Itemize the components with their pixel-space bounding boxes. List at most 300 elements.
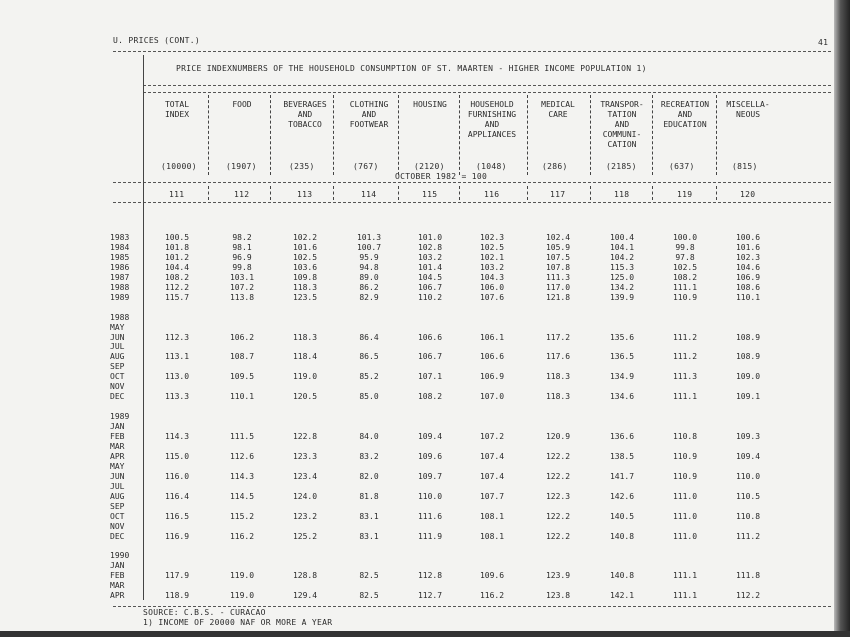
row-label: AUG <box>110 352 125 362</box>
cell-value: 116.0 <box>164 471 190 481</box>
cell-value: 109.6 <box>479 571 505 581</box>
table-row <box>0 263 830 273</box>
cell-value: 108.2 <box>164 272 190 282</box>
cell-value: 124.0 <box>292 491 318 501</box>
divider <box>113 182 831 183</box>
table-row <box>0 522 830 532</box>
cell-value: 136.6 <box>609 432 635 441</box>
cell-value: 86.5 <box>359 352 379 362</box>
cell-value: 104.6 <box>735 262 761 272</box>
cell-value: 111.2 <box>735 531 761 541</box>
cell-value: 102.2 <box>292 233 318 242</box>
cell-value: 115.3 <box>609 262 635 272</box>
divider <box>113 606 831 607</box>
column-weight: (1907) <box>226 162 257 171</box>
cell-value: 117.9 <box>164 571 190 581</box>
column-separator <box>590 186 591 200</box>
table-row <box>0 452 830 462</box>
cell-value: 109.3 <box>735 432 761 441</box>
cell-value: 107.4 <box>479 451 505 461</box>
column-weight: (637) <box>669 162 695 171</box>
column-number: 117 <box>550 190 566 199</box>
cell-value: 115.7 <box>164 292 190 302</box>
cell-value: 96.9 <box>232 252 252 262</box>
cell-value: 83.2 <box>359 451 379 461</box>
cell-value: 118.4 <box>292 352 318 362</box>
column-header: BEVERAGES AND TOBACCO <box>283 100 327 129</box>
cell-value: 102.5 <box>292 252 318 262</box>
cell-value: 116.2 <box>229 531 255 541</box>
cell-value: 101.0 <box>417 233 443 242</box>
cell-value: 98.1 <box>232 242 252 252</box>
cell-value: 111.3 <box>545 272 571 282</box>
cell-value: 109.1 <box>735 392 761 402</box>
cell-value: 117.6 <box>545 352 571 362</box>
cell-value: 102.8 <box>417 242 443 252</box>
page-binding-edge <box>834 0 850 637</box>
cell-value: 102.3 <box>479 233 505 242</box>
cell-value: 110.2 <box>417 292 443 302</box>
cell-value: 111.1 <box>672 571 698 581</box>
cell-value: 101.2 <box>164 252 190 262</box>
table-row <box>0 541 830 551</box>
cell-value: 104.3 <box>479 272 505 282</box>
table-row <box>0 342 830 352</box>
cell-value: 110.1 <box>735 292 761 302</box>
cell-value: 106.9 <box>735 272 761 282</box>
column-weight: (235) <box>289 162 315 171</box>
cell-value: 106.6 <box>479 352 505 362</box>
cell-value: 142.6 <box>609 491 635 501</box>
cell-value: 106.7 <box>417 282 443 292</box>
row-label: NOV <box>110 382 125 392</box>
cell-value: 122.8 <box>292 432 318 441</box>
cell-value: 135.6 <box>609 332 635 342</box>
row-label: APR <box>110 591 125 601</box>
column-separator <box>270 186 271 200</box>
row-label: MAR <box>110 581 125 591</box>
cell-value: 108.9 <box>735 352 761 362</box>
cell-value: 142.1 <box>609 591 635 601</box>
table-row <box>0 243 830 253</box>
cell-value: 104.4 <box>164 262 190 272</box>
row-label: 1987 <box>110 272 130 282</box>
row-label: JUN <box>110 332 125 342</box>
cell-value: 125.2 <box>292 531 318 541</box>
cell-value: 85.0 <box>359 392 379 402</box>
cell-value: 106.0 <box>479 282 505 292</box>
cell-value: 108.1 <box>479 531 505 541</box>
column-weight: (2120) <box>414 162 445 171</box>
cell-value: 113.0 <box>164 372 190 382</box>
cell-value: 108.2 <box>417 392 443 402</box>
row-label: JUN <box>110 471 125 481</box>
row-label: DEC <box>110 392 125 402</box>
cell-value: 122.2 <box>545 531 571 541</box>
row-label: SEP <box>110 501 125 511</box>
cell-value: 119.0 <box>292 372 318 382</box>
cell-value: 122.2 <box>545 511 571 521</box>
table-row <box>0 561 830 571</box>
column-weight: (10000) <box>161 162 197 171</box>
cell-value: 122.2 <box>545 471 571 481</box>
row-label: OCT <box>110 511 125 521</box>
cell-value: 101.8 <box>164 242 190 252</box>
cell-value: 111.0 <box>672 531 698 541</box>
row-label: 1989 <box>110 412 130 422</box>
row-label: DEC <box>110 531 125 541</box>
cell-value: 117.2 <box>545 332 571 342</box>
column-separator <box>333 95 334 175</box>
row-label: JAN <box>110 561 125 571</box>
column-weight: (2185) <box>606 162 637 171</box>
cell-value: 116.9 <box>164 531 190 541</box>
cell-value: 107.7 <box>479 491 505 501</box>
column-number: 114 <box>361 190 377 199</box>
cell-value: 116.5 <box>164 511 190 521</box>
table-row <box>0 233 830 243</box>
cell-value: 107.4 <box>479 471 505 481</box>
cell-value: 82.5 <box>359 591 379 601</box>
cell-value: 121.8 <box>545 292 571 302</box>
table-row <box>0 303 830 313</box>
cell-value: 118.9 <box>164 591 190 601</box>
cell-value: 123.8 <box>545 591 571 601</box>
row-label: 1986 <box>110 262 130 272</box>
cell-value: 101.4 <box>417 262 443 272</box>
cell-value: 84.0 <box>359 432 379 441</box>
cell-value: 110.1 <box>229 392 255 402</box>
table-row <box>0 502 830 512</box>
cell-value: 111.6 <box>417 511 443 521</box>
cell-value: 113.1 <box>164 352 190 362</box>
column-separator <box>333 186 334 200</box>
cell-value: 104.2 <box>609 252 635 262</box>
column-separator <box>590 95 591 175</box>
cell-value: 134.9 <box>609 372 635 382</box>
row-label: AUG <box>110 491 125 501</box>
cell-value: 100.0 <box>672 233 698 242</box>
table-row <box>0 352 830 362</box>
column-separator <box>716 186 717 200</box>
cell-value: 109.4 <box>735 451 761 461</box>
row-label: FEB <box>110 571 125 581</box>
cell-value: 98.2 <box>232 233 252 242</box>
cell-value: 106.7 <box>417 352 443 362</box>
column-weight: (767) <box>353 162 379 171</box>
divider <box>113 51 831 52</box>
cell-value: 103.1 <box>229 272 255 282</box>
cell-value: 97.8 <box>675 252 695 262</box>
source-note: SOURCE: C.B.S. - CURACAO <box>143 608 266 617</box>
row-label: FEB <box>110 432 125 441</box>
cell-value: 128.8 <box>292 571 318 581</box>
table-row <box>0 492 830 502</box>
table-row <box>0 412 830 422</box>
cell-value: 120.9 <box>545 432 571 441</box>
cell-value: 141.7 <box>609 471 635 481</box>
cell-value: 106.6 <box>417 332 443 342</box>
table-row <box>0 442 830 452</box>
cell-value: 113.8 <box>229 292 255 302</box>
table-row <box>0 392 830 402</box>
column-separator <box>527 186 528 200</box>
cell-value: 100.7 <box>356 242 382 252</box>
column-header: RECREATION AND EDUCATION <box>660 100 710 129</box>
column-separator <box>208 186 209 200</box>
table-row <box>0 283 830 293</box>
footnote: 1) INCOME OF 20000 NAF OR MORE A YEAR <box>143 618 333 627</box>
column-weight: (1048) <box>476 162 507 171</box>
cell-value: 109.5 <box>229 372 255 382</box>
table-row <box>0 402 830 412</box>
row-label: 1988 <box>110 282 130 292</box>
row-label: 1984 <box>110 242 130 252</box>
table-row <box>0 372 830 382</box>
cell-value: 110.9 <box>672 451 698 461</box>
cell-value: 110.9 <box>672 292 698 302</box>
cell-value: 105.9 <box>545 242 571 252</box>
cell-value: 112.7 <box>417 591 443 601</box>
cell-value: 116.4 <box>164 491 190 501</box>
cell-value: 104.5 <box>417 272 443 282</box>
cell-value: 111.5 <box>229 432 255 441</box>
row-label: 1983 <box>110 233 130 242</box>
cell-value: 99.8 <box>232 262 252 272</box>
cell-value: 107.2 <box>229 282 255 292</box>
cell-value: 102.4 <box>545 233 571 242</box>
cell-value: 123.2 <box>292 511 318 521</box>
table-row <box>0 432 830 442</box>
column-separator <box>398 95 399 175</box>
table-row <box>0 422 830 432</box>
column-separator <box>459 95 460 175</box>
row-label: JUL <box>110 342 125 352</box>
cell-value: 111.1 <box>672 591 698 601</box>
column-separator <box>270 95 271 175</box>
cell-value: 107.6 <box>479 292 505 302</box>
cell-value: 101.6 <box>735 242 761 252</box>
scan-bottom-edge <box>0 631 850 637</box>
column-header: FOOD <box>232 100 252 109</box>
divider <box>113 202 831 203</box>
cell-value: 110.0 <box>417 491 443 501</box>
cell-value: 107.0 <box>479 392 505 402</box>
cell-value: 100.6 <box>735 233 761 242</box>
cell-value: 108.1 <box>479 511 505 521</box>
table-row <box>0 333 830 343</box>
column-number: 116 <box>484 190 500 199</box>
cell-value: 114.3 <box>164 432 190 441</box>
cell-value: 100.5 <box>164 233 190 242</box>
column-header: MEDICAL CARE <box>541 100 575 119</box>
column-separator <box>527 95 528 175</box>
row-label: MAY <box>110 461 125 471</box>
column-header: TOTAL INDEX <box>164 100 190 119</box>
cell-value: 82.5 <box>359 571 379 581</box>
cell-value: 139.9 <box>609 292 635 302</box>
column-number: 111 <box>169 190 185 199</box>
column-header: HOUSING <box>413 100 447 109</box>
column-header: TRANSPOR- TATION AND COMMUNI- CATION <box>600 100 644 149</box>
cell-value: 86.4 <box>359 332 379 342</box>
cell-value: 85.2 <box>359 372 379 382</box>
cell-value: 112.3 <box>164 332 190 342</box>
cell-value: 134.6 <box>609 392 635 402</box>
row-label: MAR <box>110 441 125 451</box>
cell-value: 109.0 <box>735 372 761 382</box>
column-separator <box>652 95 653 175</box>
table-row <box>0 362 830 372</box>
cell-value: 120.5 <box>292 392 318 402</box>
cell-value: 110.9 <box>672 471 698 481</box>
column-number: 113 <box>297 190 313 199</box>
table-row <box>0 313 830 323</box>
cell-value: 123.4 <box>292 471 318 481</box>
cell-value: 110.8 <box>735 511 761 521</box>
cell-value: 86.2 <box>359 282 379 292</box>
row-label: OCT <box>110 372 125 382</box>
section-heading: U. PRICES (CONT.) <box>113 36 200 45</box>
cell-value: 129.4 <box>292 591 318 601</box>
table-row <box>0 273 830 283</box>
cell-value: 140.5 <box>609 511 635 521</box>
column-separator <box>716 95 717 175</box>
column-header: MISCELLA- NEOUS <box>726 100 770 119</box>
cell-value: 112.6 <box>229 451 255 461</box>
cell-value: 102.5 <box>479 242 505 252</box>
cell-value: 111.8 <box>735 571 761 581</box>
cell-value: 122.3 <box>545 491 571 501</box>
cell-value: 118.3 <box>545 372 571 382</box>
cell-value: 119.0 <box>229 591 255 601</box>
column-header: HOUSEHOLD FURNISHING AND APPLIANCES <box>467 100 517 139</box>
cell-value: 82.9 <box>359 292 379 302</box>
cell-value: 115.2 <box>229 511 255 521</box>
cell-value: 136.5 <box>609 352 635 362</box>
cell-value: 108.2 <box>672 272 698 282</box>
column-number: 119 <box>677 190 693 199</box>
cell-value: 111.1 <box>672 392 698 402</box>
cell-value: 111.2 <box>672 352 698 362</box>
cell-value: 111.0 <box>672 491 698 501</box>
cell-value: 118.3 <box>292 282 318 292</box>
cell-value: 102.1 <box>479 252 505 262</box>
cell-value: 115.0 <box>164 451 190 461</box>
cell-value: 118.3 <box>292 332 318 342</box>
cell-value: 106.1 <box>479 332 505 342</box>
cell-value: 117.0 <box>545 282 571 292</box>
cell-value: 102.5 <box>672 262 698 272</box>
cell-value: 95.9 <box>359 252 379 262</box>
table-row <box>0 532 830 542</box>
cell-value: 109.8 <box>292 272 318 282</box>
column-weight: (286) <box>542 162 568 171</box>
cell-value: 111.2 <box>672 332 698 342</box>
cell-value: 112.2 <box>164 282 190 292</box>
cell-value: 123.9 <box>545 571 571 581</box>
column-weight: (815) <box>732 162 758 171</box>
cell-value: 106.9 <box>479 372 505 382</box>
cell-value: 108.6 <box>735 282 761 292</box>
cell-value: 122.2 <box>545 451 571 461</box>
column-separator <box>459 186 460 200</box>
cell-value: 82.0 <box>359 471 379 481</box>
cell-value: 112.8 <box>417 571 443 581</box>
column-separator <box>652 186 653 200</box>
table-row <box>0 253 830 263</box>
row-label: JAN <box>110 422 125 432</box>
cell-value: 111.0 <box>672 511 698 521</box>
cell-value: 81.8 <box>359 491 379 501</box>
cell-value: 107.8 <box>545 262 571 272</box>
column-separator <box>208 95 209 175</box>
table-row <box>0 323 830 333</box>
cell-value: 100.4 <box>609 233 635 242</box>
table-row <box>0 551 830 561</box>
cell-value: 114.3 <box>229 471 255 481</box>
column-header: CLOTHING AND FOOTWEAR <box>349 100 389 129</box>
table-row <box>0 293 830 303</box>
divider <box>143 92 831 93</box>
column-separator <box>398 186 399 200</box>
cell-value: 118.3 <box>545 392 571 402</box>
cell-value: 123.3 <box>292 451 318 461</box>
column-number: 118 <box>614 190 630 199</box>
table-row <box>0 581 830 591</box>
row-label: MAY <box>110 322 125 332</box>
cell-value: 123.5 <box>292 292 318 302</box>
cell-value: 111.3 <box>672 372 698 382</box>
row-label: NOV <box>110 521 125 531</box>
row-label: SEP <box>110 362 125 372</box>
row-label: JUL <box>110 481 125 491</box>
table-row <box>0 472 830 482</box>
cell-value: 83.1 <box>359 531 379 541</box>
cell-value: 110.8 <box>672 432 698 441</box>
base-period: OCTOBER 1982 = 100 <box>395 172 488 181</box>
table-row <box>0 482 830 492</box>
cell-value: 101.3 <box>356 233 382 242</box>
cell-value: 103.2 <box>417 252 443 262</box>
cell-value: 99.8 <box>675 242 695 252</box>
divider <box>143 85 831 86</box>
table-row <box>0 512 830 522</box>
table-row <box>0 382 830 392</box>
column-number: 120 <box>740 190 756 199</box>
cell-value: 110.5 <box>735 491 761 501</box>
cell-value: 113.3 <box>164 392 190 402</box>
cell-value: 106.2 <box>229 332 255 342</box>
cell-value: 83.1 <box>359 511 379 521</box>
row-label: 1989 <box>110 292 130 302</box>
cell-value: 116.2 <box>479 591 505 601</box>
cell-value: 107.2 <box>479 432 505 441</box>
cell-value: 101.6 <box>292 242 318 252</box>
column-number: 115 <box>422 190 438 199</box>
cell-value: 107.1 <box>417 372 443 382</box>
cell-value: 108.7 <box>229 352 255 362</box>
cell-value: 94.8 <box>359 262 379 272</box>
cell-value: 111.1 <box>672 282 698 292</box>
cell-value: 89.0 <box>359 272 379 282</box>
cell-value: 107.5 <box>545 252 571 262</box>
cell-value: 138.5 <box>609 451 635 461</box>
cell-value: 125.0 <box>609 272 635 282</box>
row-label: 1985 <box>110 252 130 262</box>
row-label: APR <box>110 451 125 461</box>
cell-value: 104.1 <box>609 242 635 252</box>
